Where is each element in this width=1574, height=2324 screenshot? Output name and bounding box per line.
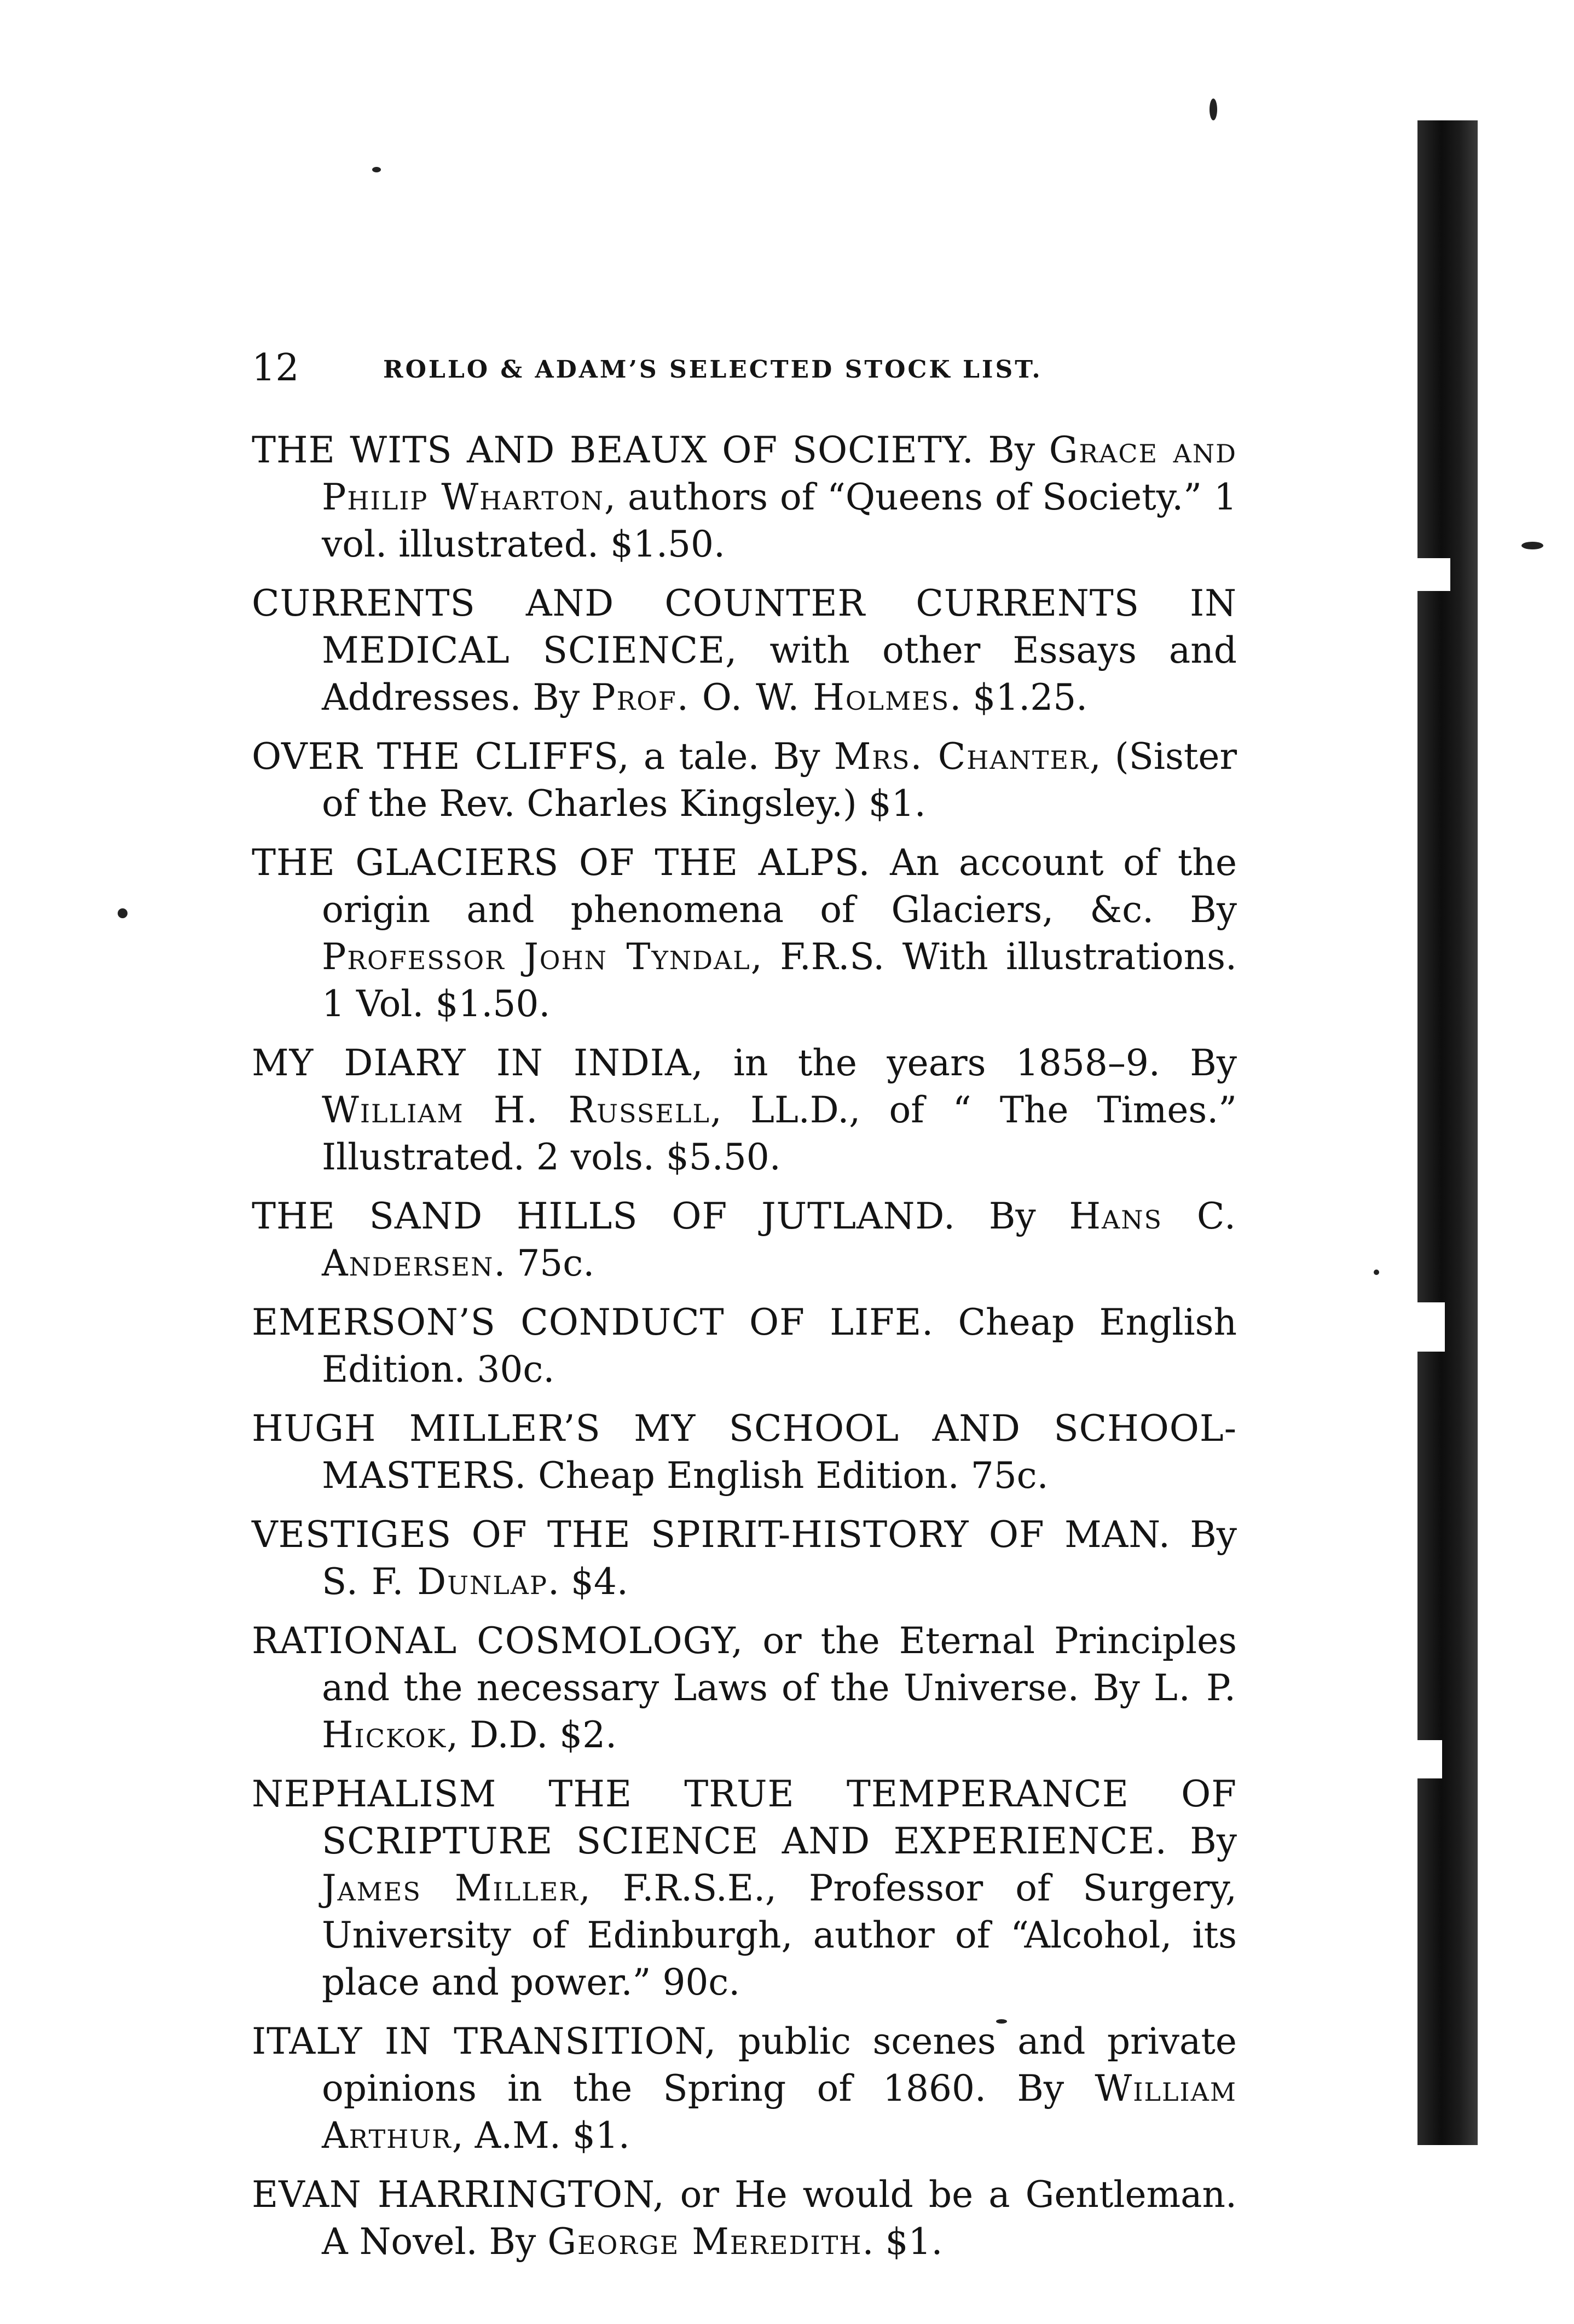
entry-author: S. F. Dunlap [322,1561,548,1603]
entry-text: or He would be a Gentleman. A Novel. By [322,2174,1237,2263]
ink-speck [1210,98,1217,120]
binding-edge-gap [1417,1740,1442,1778]
entry-title: THE GLACIERS OF THE ALPS. [252,842,871,884]
ink-speck [372,167,381,172]
entry-text: or the Eternal Principles and the necessary Laws of the Universe. By [322,1620,1237,1709]
entry-text: , authors of “Queens of Society.” 1 vol. illustrated. $1.50. [322,476,1237,565]
ink-speck [1374,1270,1379,1275]
entry-author: George Meredith [547,2221,863,2263]
entry-title: NEPHALISM THE TRUE TEMPERANCE OF SCRIPTURE SCIENCE AND EXPERIENCE. [252,1773,1237,1862]
entry-text: An account of the origin and phenomena of Glaciers, &c. By [322,842,1237,931]
entry-text: , F.R.S.E., Professor of Surgery, University of Edinburgh, author of “Alcohol, its place and power.” 90c. [322,1867,1237,2003]
entry-text: , (Sister of the Rev. Charles Kingsley.) $1. [322,735,1237,825]
page-header [252,344,1259,393]
list-entry [252,1405,1237,1499]
entry-author: Professor John Tyndal [322,936,751,978]
binding-edge-gap [1417,1302,1445,1352]
entry-title: HUGH MILLER’S MY SCHOOL AND SCHOOL-MASTERS. [252,1407,1237,1497]
entry-text: Cheap English Edition. 75c. [526,1454,1049,1497]
entry-title: CURRENTS AND COUNTER CURRENTS IN MEDICAL SCIENCE, [252,582,1237,671]
entry-title: EMERSON’S CONDUCT OF LIFE. [252,1301,934,1343]
entry-title: RATIONAL COSMOLOGY, [252,1620,744,1662]
entry-title: VESTIGES OF THE SPIRIT-HISTORY OF MAN. [252,1514,1171,1556]
entry-text: . $4. [547,1561,628,1603]
entry-author: Mrs. Chanter [834,735,1090,778]
list-entry [252,2018,1237,2159]
entry-text: in the years 1858–9. By [703,1042,1237,1084]
entry-text: , LL.D., of “ The Times.” Illustrated. 2 vols. $5.50. [322,1089,1237,1178]
list-entry [252,1193,1237,1287]
list-entry [252,839,1237,1028]
entry-text: Cheap English Edition. 30c. [322,1301,1237,1390]
entry-title: OVER THE CLIFFS, [252,735,630,778]
entry-title: THE SAND HILLS OF JUTLAND. [252,1195,956,1237]
entry-text: . 75c. [494,1242,595,1284]
binding-edge-gap [1417,558,1450,591]
stock-list [252,427,1237,2277]
binding-edge-shadow [1417,120,1478,2145]
entry-text: public scenes and private opinions in the Spring of 1860. By [322,2020,1237,2109]
entry-author: L. P. Hickok [322,1667,1237,1756]
ink-speck [118,908,128,918]
list-entry [252,1299,1237,1393]
entry-title: THE WITS AND BEAUX OF SOCIETY. [252,429,974,471]
entry-author: Prof. O. W. Holmes [591,676,950,718]
ink-speck [1521,542,1543,549]
entry-text: By [955,1195,1069,1237]
entry-text: , A.M. $1. [452,2114,630,2157]
entry-author: William H. Russell [322,1089,710,1131]
entry-text: . $1.25. [950,676,1088,718]
entry-author: William Arthur [322,2067,1237,2157]
entry-text: , F.R.S. With illustrations. 1 Vol. $1.50. [322,936,1237,1025]
list-entry [252,580,1237,721]
entry-author: James Miller [322,1867,579,1909]
entry-author: Grace and Philip Wharton [322,429,1237,518]
entry-text: with other Essays and Addresses. By [322,629,1237,718]
entry-title: EVAN HARRINGTON, [252,2174,665,2216]
running-title: ROLLO & ADAM’S SELECTED STOCK LIST. [383,356,1043,384]
list-entry [252,1040,1237,1181]
page-number: 12 [252,346,299,390]
list-entry [252,1618,1237,1759]
list-entry [252,1771,1237,2006]
list-entry [252,1511,1237,1606]
entry-title: ITALY IN TRANSITION, [252,2020,717,2062]
entry-text: By [1167,1820,1237,1862]
entry-author: Hans C. Andersen [322,1195,1237,1284]
entry-text: By [974,429,1049,471]
entry-title: MY DIARY IN INDIA, [252,1042,704,1084]
entry-text: By [1170,1514,1237,1556]
list-entry [252,2171,1237,2265]
entry-text: , D.D. $2. [447,1714,617,1756]
list-entry [252,733,1237,827]
entry-text: . $1. [862,2221,943,2263]
entry-text: a tale. By [629,735,834,778]
list-entry [252,427,1237,568]
